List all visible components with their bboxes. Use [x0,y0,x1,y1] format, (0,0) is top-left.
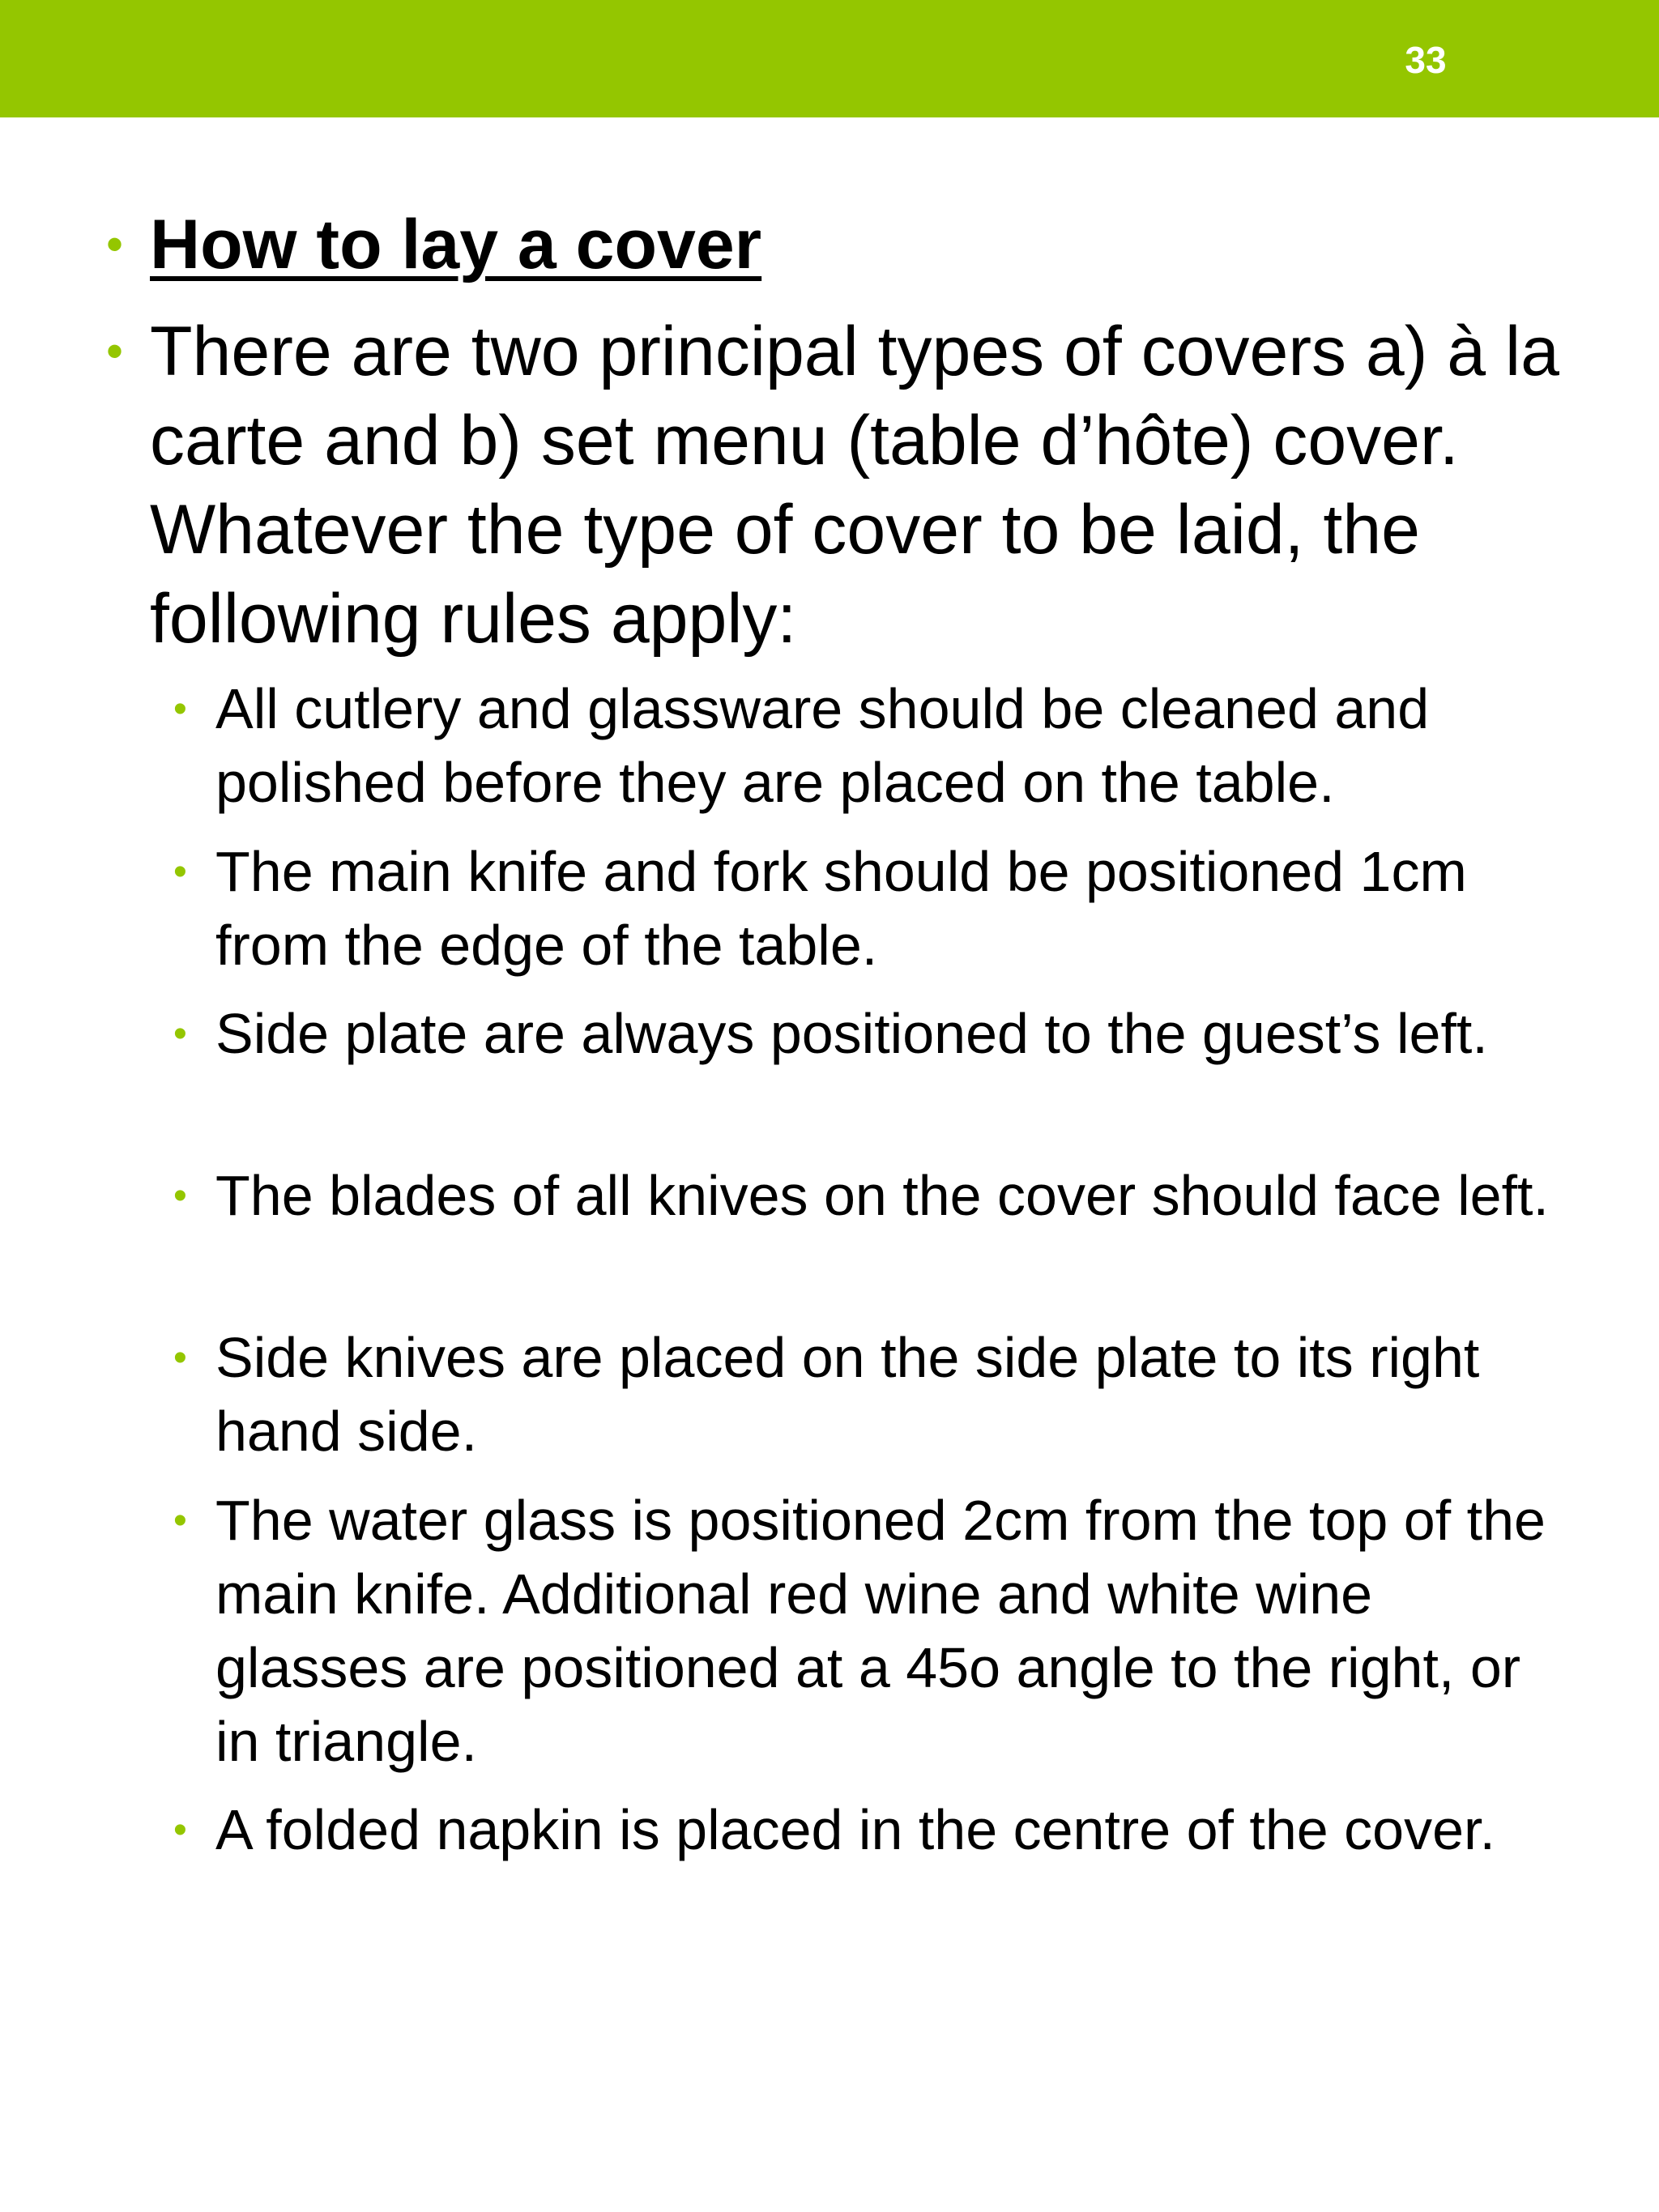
bullet-icon: • [173,1809,187,1852]
rule-item [173,1793,1568,1867]
rule-text: The blades of all knives on the cover should face left. [215,1164,1549,1227]
bullet-icon: • [173,1499,187,1542]
bullet-icon: • [173,850,187,893]
bullet-icon: • [173,1174,187,1217]
rule-text: All cutlery and glassware should be cleaned and polished before they are placed on the table. [215,677,1430,814]
rule-text: The water glass is positioned 2cm from the top of the main knife. Additional red wine and white wine glasses are positioned at a 45o angle to the right, or in triangle. [215,1489,1546,1773]
rule-text: Side knives are placed on the side plate to its right hand side. [215,1326,1480,1463]
heading-bullet-item [106,200,1559,289]
rule-text: Side plate are always positioned to the guest’s left. [215,1002,1488,1065]
intro-bullet-item [106,307,1559,663]
bullet-icon: • [173,688,187,731]
slide-heading: How to lay a cover [150,206,762,283]
bullet-icon: • [173,1336,187,1379]
rule-item [173,1159,1568,1233]
rule-item [173,1484,1568,1779]
intro-text: There are two principal types of covers a) à la carte and b) set menu (table d’hôte) cover. Whatever the type of cover to be laid, the following rules apply: [150,313,1559,658]
rule-item [173,835,1568,982]
rule-item [173,1321,1568,1468]
rule-item [173,672,1568,820]
rule-item [173,997,1568,1071]
page-number: 33 [1405,39,1447,81]
rule-text: The main knife and fork should be positioned 1cm from the edge of the table. [215,840,1467,977]
bullet-icon: • [173,1012,187,1055]
bullet-icon: • [106,217,124,271]
bullet-icon: • [106,324,124,378]
rule-text: A folded napkin is placed in the centre of the cover. [215,1798,1495,1861]
